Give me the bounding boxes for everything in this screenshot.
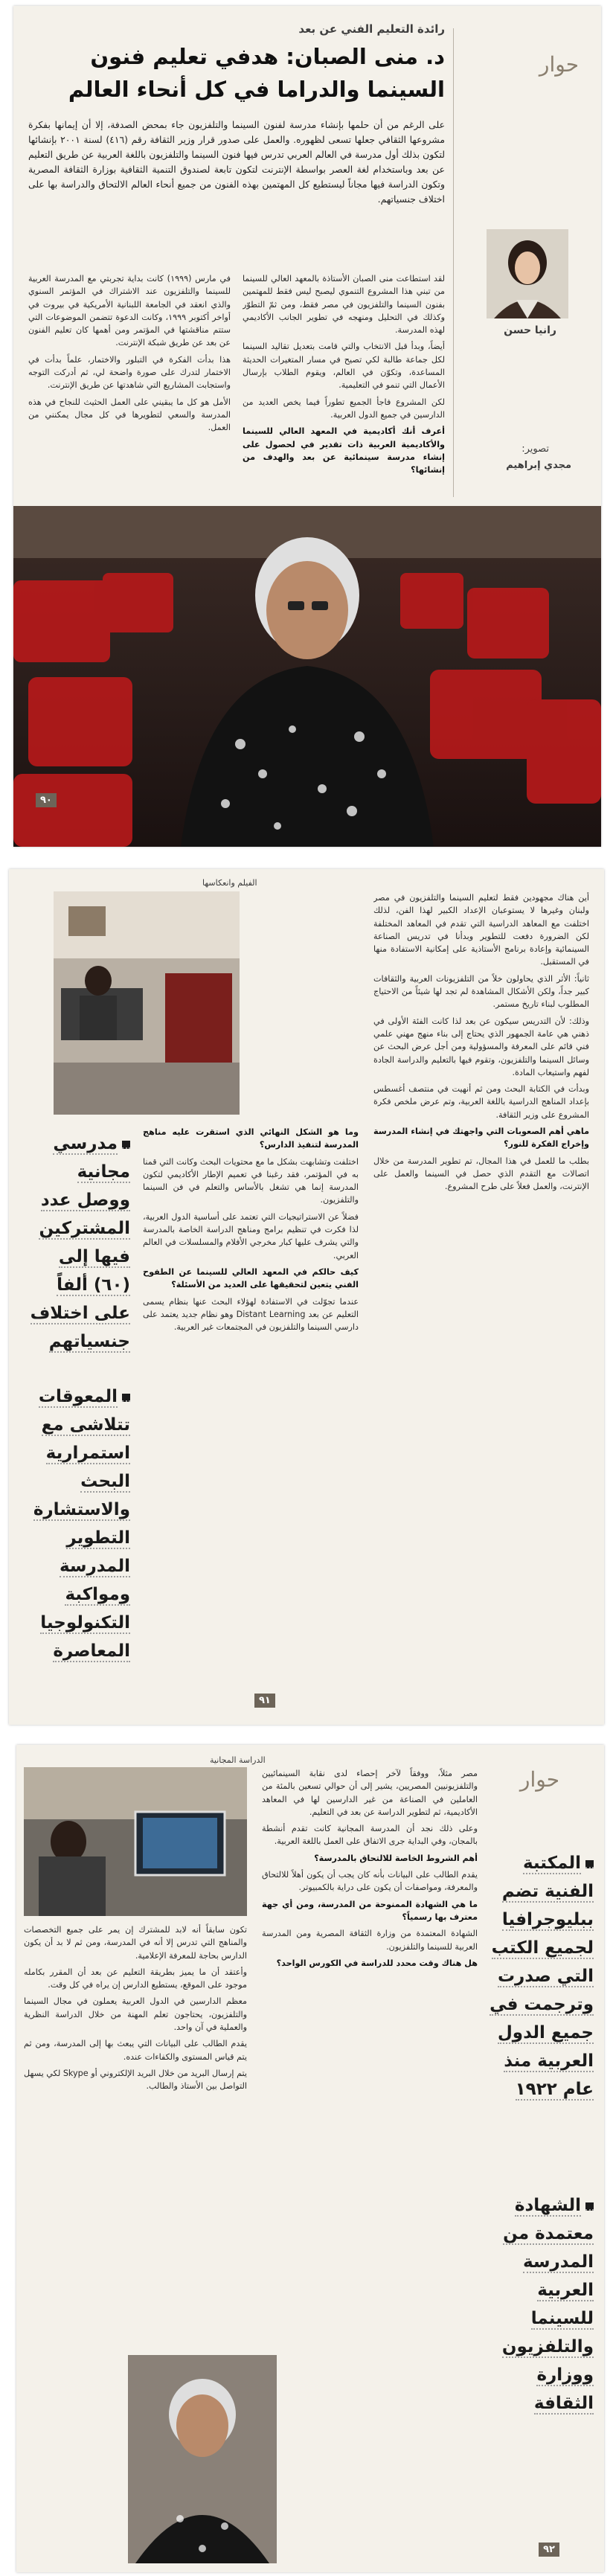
- article-intro: على الرغم من أن حلمها بإنشاء مدرسة لفنون السينما والتلفزيون جاء بمحض الصدفة، إلا أن إيمانها بفكرة مشروعها الثقافي جعلها تسعى لظهوره. والعمل على صدور قرار وزير الثقافة رقم (٤١٦) لسنة ٢٠٠١ بإنشائها لتكون بذلك أول مدرسة في العالم العربي تدرس فيها فنون السينما والتلفزيون باللغة العربية عن طريق التعليم عن بعد وباستخدام لغة العصر بواسطة الإنترنت لتكون تابعة لصندوق التنمية الثقافية بوزارة الثقافة المصرية وتكون الدراسة فيها مجاناً ليستطيع كل المهتمين بهذه الفنون من جميع أنحاء العالم الالتحاق والدراسة بها على اختلاف جنسياتهم.: [28, 119, 446, 205]
- pull-quote-top: [22, 1130, 130, 1356]
- author-portrait-drawing: [487, 229, 568, 318]
- magazine-page-1: [13, 6, 601, 847]
- portrait-drawing: [128, 2355, 277, 2563]
- text-column-left: [28, 272, 231, 496]
- paragraph: الشهادة المعتمدة من وزارة الثقافة المصرية ومن المدرسة العربية للسينما والتلفزيون.: [262, 1929, 478, 1952]
- bullet-square-icon: [585, 2202, 594, 2211]
- page-number: ٩٠: [36, 793, 57, 807]
- paragraph: اختلفت وتشابهت بشكل ما مع محتويات البحث وكانت التي قمنا به في المؤتمر، فقد رغبنا في تعميم الإطار الأكاديمي لتكون المدرسة إنما هي تشغل بالأساس والتعلم في فن السينما والتلفزيون.: [143, 1156, 359, 1205]
- classroom-drawing: [54, 891, 240, 1115]
- interview-question: هل هناك وقت محدد للدراسة في الكورس الواحد؟: [276, 1958, 478, 1968]
- bullet-square-icon: [122, 1141, 130, 1149]
- article-header: [28, 22, 445, 106]
- paragraph: مصر مثلاً، ووفقاً لآخر إحصاء لدى نقابة السينمائيين والتلفزيونيين المصريين، يشير إلى أن حوالي تسعين بالمئة من العاملين في الصناعة من غير الدارسين لها في المعاهد الأكاديمية، ثم لتطوير الدراسة عن بعد في التعليم.: [262, 1769, 478, 1817]
- magazine-page-3: [16, 1745, 604, 2572]
- magazine-logo: حوار: [539, 52, 579, 77]
- text-column-right: [262, 1767, 478, 2548]
- interview-question: كيف حالكم في المعهد العالي للسينما عن الطفوح الفني يتعين لتحقيقها على العديد من الأسئلة؟: [143, 1266, 359, 1290]
- article-kicker: رائدة التعليم الفني عن بعد: [298, 22, 445, 36]
- pull-quote-bottom: [490, 2191, 594, 2418]
- paragraph: بطلب ما للعمل في هذا المجال، تم تطوير المدرسة من خلال اتصالات مع التقدم الذي حصل في السينما والعمل على الإنترنت، والعمل فعلاً على طرح المشروع.: [373, 1156, 589, 1192]
- paragraph: لكن المشروع فاجأ الجميع تطوراً فيما يخص العديد من الدارسين في جميع الدول العربية.: [243, 397, 445, 420]
- paragraph: لقد استطاعت منى الصبان الأستاذة بالمعهد العالي للسينما من تبني هذا المشروع التنموي ليصبح ليس فقط للمهتمين بفنون السينما والتلفزيون في مصر فقط، ومن ثمّ التطوّر وكذلك في التحليل ومنهجه في تطوير الجانب الأكاديمي لهذه المدرسة.: [243, 274, 445, 336]
- computer-lab-drawing: [24, 1767, 247, 1916]
- pull-quote-top: [490, 1849, 594, 2104]
- portrait-photo: [128, 2355, 277, 2563]
- cinema-hall-photo: [13, 506, 601, 847]
- section-tag: الدراسة المجانية: [210, 1755, 266, 1765]
- column-divider: [453, 28, 454, 497]
- author-name: رانيا حسن: [504, 324, 556, 336]
- text-column-left: [24, 1923, 247, 2348]
- pull-quote-text: المعوقات تتلاشى مع استمرارية البحث والاستشارة التطوير المدرسة ومواكبة التكنولوجيا المعاصرة: [33, 1387, 130, 1661]
- interview-question: أعرف أنك أكاديمية في المعهد العالي للسينما والأكاديمية العربية ذات تقدير في لحصول على إنشاء مدرسة سينمائية عن بعد والهدف من إنشائها؟: [243, 426, 445, 475]
- paragraph: يقدم الطالب على البيانات التي يبعث بها إلى المدرسة، ومن ثم يتم قياس المستوى والكفاءات عنده.: [24, 2039, 247, 2062]
- interview-question: ما هي الشهادة الممنوحة من المدرسة، ومن أي جهة معترف بها رسمياً؟: [262, 1899, 478, 1922]
- interview-photo: [13, 506, 601, 847]
- paragraph: أيضاً، وبدأ قبل الانتخاب والتي قامت بتعديل تقاليد السينما لكل جماعة طالبة لكي تصيح في مسار المتغيرات الحديثة المساعدة، وتكوّن في العالم، ويقوم الطلاب بإرسال الأعمال التي تنمو في التعليمية.: [243, 342, 445, 391]
- paragraph: يتم إرسال البريد من خلال البريد الإلكتروني أو Skype لكي يسهل التواصل بين الأستاذ والطالب.: [24, 2068, 247, 2092]
- paragraph: هذا بدأت الفكرة في التبلور والاختمار، علماً بدأت في الاختمار لتدرك على صورة واضحة لي، ثم أدركت التوجه واستجابت المشاريع التي شاهدتها عن طريق الإنترنت.: [28, 354, 231, 391]
- paragraph: الأمل هو كل ما يبقيني على العمل الحثيث للنجاح في هذه المدرسة والسعي لتطويرها في كل مجال يمكنني من العمل.: [28, 397, 231, 433]
- photo-credit-label: تصوير:: [521, 443, 549, 455]
- paragraph: وبدأت في الكتابة البحث ومن ثم أنهيت في منتصف أغسطس بإعداد المناهج الدراسية باللغة العربية، وتم عرض ملخص فكرة المشروع على وزير الثقافة.: [373, 1084, 589, 1120]
- page-number: ٩٢: [539, 2543, 559, 2557]
- paragraph: وأعتقد أن ما يميز بطريقة التعليم عن بعد أن المقرر بكامله موجود على الموقع، يستطيع الدارس إن يراه في كل وقت.: [24, 1967, 247, 1990]
- paragraph: ثانياً: الأثر الذي يحاولون خلاً من التلفزيونات العربية والثقافات كبير جداً، ولكن الأشكال المشاهدة لم تجد لها شيئاً من الاحتياج المطلوب لبناء تاريخ مستمر.: [373, 973, 589, 1010]
- paragraph: فضلاً عن الاستراتيجيات التي تعتمد على أساسية الدول العربية، لذا فكرت في تنظيم برامج ومناهج الدراسة الخاصة بالمدرسة والتي يشرف عليها كبار مخرجي الأفلام والمسلسلات في العالم العربي.: [143, 1211, 359, 1260]
- paragraph: يقدم الطالب على البيانات بأنه كان يجب أن يكون أهلاً للالتحاق والمعرفة، ومواصفات أن يكون على دراية بالكمبيوتر.: [262, 1870, 478, 1893]
- paragraph: وعلى ذلك نجد أن المدرسة المجانية كانت تقدم أنشطة بالمجان، وفي البداية جرى الاتفاق على العمل باللغة العربية.: [262, 1824, 478, 1847]
- paragraph: أين هناك مجهودين فقط لتعليم السينما والتلفزيون في مصر ولبنان وغيرها لا يستوعبان الإعداد الكبير لهذا الفن، لذلك اختلفت مع المعاهد الدراسية التي تقدم في المعاهد المختلفة لكن الضرورة دفعت للتطوير وبدأنا في تدريس الصناعة السينمائية وإعادة برنامج الأستاذية على إمكانية الاستفادة منها في المستقبل.: [373, 893, 589, 967]
- text-column-right: [373, 891, 589, 1695]
- section-tag: الفيلم وانعكاسها: [202, 878, 257, 888]
- paragraph: عندما تجوّلت في الاستفادة لهؤلاء البحث عنها بنظام يسمى التعليم عن بعد Distant Learning وهو نظام جديد يعتمد على دارسي السينما والتلفزيون في المجتمعات غير العربية.: [143, 1296, 359, 1333]
- computer-lab-photo: [24, 1767, 247, 1916]
- paragraph: معظم الدارسين في الدول العربية يعملون في مجال السينما والتلفزيون، يحتاجون تعلم المهنة من خلال الدراسة النظرية والعملية في آن واحد.: [24, 1996, 247, 2033]
- interview-question: ماهي أهم الصعوبات التي واجهتك في إنشاء المدرسة وإخراج الفكرة للنور؟: [373, 1127, 589, 1150]
- paragraph: وذلك: لأن التدريس سيكون عن بعد لذا كانت الفئة الأولى في ذهني هي عامة الجمهور الذي يحتاج إلى بناء منهج مهني علمي فني قائم على المعرفة والمسؤولية ومن أجل عرض البحث عن وسائل السينما والتلفزيون، وتقوم فيها بالتعليم والدراسة الجادة لفهم واستيعاب المادة.: [373, 1016, 589, 1077]
- text-column-right: [243, 272, 445, 496]
- bullet-square-icon: [122, 1394, 130, 1402]
- headline-line-2: السينما والدراما في كل أنحاء العالم: [68, 77, 445, 102]
- paragraph: تكون سابقاً أنه لابد للمشترك إن يمر على جميع التخصصات والمناهج التي تدرس إلا أنه في المدرسة، ومن ثم لا بد أن يكون الدارس بحاجة للمعرفة الإعلامية.: [24, 1925, 247, 1961]
- pull-quote-bottom: [22, 1382, 130, 1665]
- pull-quote-text: المكتبة الفنية تضم ببليوجرافيا لجميع الكتب التي صدرت وترجمت في جميع الدول العربية منذ عام ١٩٢٢: [490, 1853, 594, 2099]
- magazine-logo: حوار: [519, 1767, 559, 1792]
- author-portrait: [487, 229, 568, 318]
- bullet-square-icon: [585, 1860, 594, 1868]
- magazine-page-2: [9, 869, 604, 1725]
- interview-question: أهم الشروط الخاصة للالتحاق بالمدرسة؟: [314, 1853, 478, 1863]
- interview-question: وما هو الشكل النهائي الذي استقرت عليه مناهج المدرسة لتنفيذ الدارس؟: [143, 1127, 359, 1150]
- pull-quote-text: الشهادة معتمدة من المدرسة العربية للسينما والتلفزيون ووزارة الثقافة: [501, 2196, 594, 2413]
- photographer-name: مجدي إبراهيم: [506, 460, 571, 471]
- headline-line-1: د. منى الصبان: هدفي تعليم فنون: [90, 44, 445, 69]
- classroom-photo: [54, 891, 240, 1115]
- pull-quote-text: مدرسي مجانية ووصل عدد المشتركين فيها إلى (٦٠) ألفاً على اختلاف جنسياتهم: [30, 1134, 130, 1351]
- text-column-left: [143, 1126, 359, 1691]
- page-number: ٩١: [254, 1694, 275, 1708]
- paragraph: في مارس (١٩٩٩) كانت بداية تجربتي مع المدرسة العربية للسينما والتلفزيون عند الاشتراك في المؤتمر السنوي والذي انعقد في الجامعة اللبنانية الأمريكية في بيروت في أواخر أكتوبر ١٩٩٩، وكانت الدعوة تتضمن الموضوعات التي ستتم مناقشتها في المؤتمر ومن أهمها كان تعليم الفنون عن بعد عن طريق شبكة الإنترنت.: [28, 274, 231, 348]
